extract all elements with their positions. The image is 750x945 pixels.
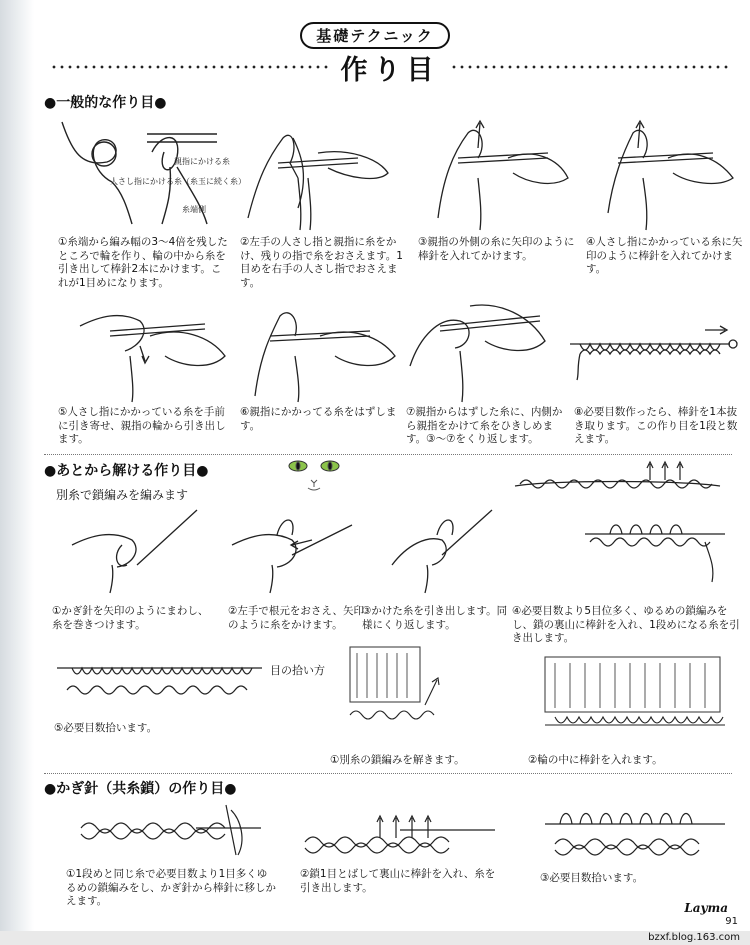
illustration-chain-picked-up xyxy=(540,798,730,864)
illustration-insert-needle-in-loops xyxy=(540,655,730,745)
step-6-text: ⑥親指にかかってる糸をはずします。 xyxy=(240,406,397,432)
step-2-text: ②左手の人さし指と親指に糸をかけ、残りの指で糸をおさえます。1目めを右手の人さし指でおさえます。 xyxy=(240,236,403,289)
source-watermark: bzxf.blog.163.com xyxy=(648,932,740,943)
title-row xyxy=(40,50,740,84)
source-watermark-bar xyxy=(0,931,750,945)
series-label: 基礎テクニック xyxy=(300,22,450,49)
step-4-text: ④人さし指にかかっている糸に矢印のように棒針を入れてかけます。 xyxy=(586,236,743,275)
step-3-text: ③親指の外側の糸に矢印のように棒針を入れてかけます。 xyxy=(418,236,575,262)
step-8-text: ⑧必要目数作ったら、棒針を1本抜き取ります。この作り目を1段と数えます。 xyxy=(574,406,738,445)
pickup-method-label: 目の拾い方 xyxy=(270,664,325,677)
page-title: 作り目 xyxy=(340,54,440,86)
illustration-crochet-step1 xyxy=(62,505,202,595)
page-binding-shadow xyxy=(0,0,34,945)
illustration-step2-hands xyxy=(238,118,398,233)
provisional-step-2-text: ②左手で根元をおさえ、矢印のように糸をかけます。 xyxy=(228,605,365,631)
illustration-step1-slipknot xyxy=(52,112,246,230)
provisional-step-1-text: ①かぎ針を矢印のようにまわし、糸を巻きつけます。 xyxy=(52,605,209,631)
illustration-unravel-chain xyxy=(345,645,445,735)
section-heading-crochet-cast-on: ●かぎ針（共糸鎖）の作り目● xyxy=(44,781,237,797)
illustration-chain-with-arrows xyxy=(510,460,725,500)
provisional-step-3-text: ③かけた糸を引き出します。同様にくり返します。 xyxy=(362,605,508,631)
illustration-step5 xyxy=(70,296,230,404)
step-7-text: ⑦親指からはずした糸に、内側から親指をかけて糸をひきしめます。③～⑦をくり返します。 xyxy=(406,406,563,445)
label-thumb-yarn: 親指にかける糸 xyxy=(174,157,230,166)
decorative-dotted-line-right xyxy=(450,64,731,70)
illustration-provisional-step5-needle xyxy=(52,650,267,710)
illustration-crochet-step2 xyxy=(222,505,362,595)
illustration-step7 xyxy=(400,286,550,404)
illustration-step8-needle-cast-on xyxy=(565,322,745,382)
illustration-chain-pick-up xyxy=(580,512,730,584)
illustration-crochet-step3 xyxy=(382,505,512,595)
section-divider-1 xyxy=(44,454,732,455)
illustration-crochet-chain-to-needle xyxy=(76,800,266,860)
provisional-step-5-text: ⑤必要目数拾います。 xyxy=(54,722,158,734)
page-number: 91 xyxy=(725,916,738,927)
crochet-cast-on-step-1-text: ①1段めと同じ糸で必要目数より1目多くゆるめの鎖編みをし、かぎ針から棒針に移しかえます。 xyxy=(66,868,276,907)
crochet-cast-on-step-2-text: ②鎖1目とばして裏山に棒針を入れ、糸を引き出します。 xyxy=(300,868,496,894)
section-divider-2 xyxy=(44,773,732,774)
label-yarn-end: 糸端側 xyxy=(182,205,206,214)
crochet-cast-on-step-3-text: ③必要目数拾います。 xyxy=(540,872,644,884)
unravel-step-1-text: ①別糸の鎖編みを解きます。 xyxy=(330,754,465,766)
decorative-dotted-line-left xyxy=(50,64,331,70)
series-header xyxy=(0,22,750,49)
section-heading-general-cast-on: ●一般的な作り目● xyxy=(44,95,167,111)
step-5-text: ⑤人さし指にかかっている糸を手前に引き寄せ、親指の輪から引き出します。 xyxy=(58,406,226,445)
brand-logo: Layma xyxy=(684,901,728,915)
unravel-step-2-text: ②輪の中に棒針を入れます。 xyxy=(528,754,663,766)
illustration-chain-back-loops xyxy=(300,800,500,866)
provisional-step-4-text: ④必要目数より5目位多く、ゆるめの鎖編みをし、鎖の裏山に棒針を入れ、1段めになる糸を引き出します。 xyxy=(512,605,740,644)
illustration-step4-index-loop xyxy=(588,118,740,233)
illustration-step6 xyxy=(240,296,400,404)
label-index-finger-yarn: 人さし指にかける糸（糸玉に続く糸） xyxy=(110,177,246,186)
decorative-cat-face xyxy=(278,452,350,502)
section-heading-provisional-cast-on: ●あとから解ける作り目● xyxy=(44,463,209,479)
step-1-text: ①糸端から編み幅の3～4倍を残したところで輪を作り、輪の中から糸を引き出して棒針2本にかけます。これが1目めになります。 xyxy=(58,236,228,289)
provisional-subheading: 別糸で鎖編みを編みます xyxy=(56,488,189,502)
illustration-step3-thumb-loop xyxy=(418,118,578,233)
